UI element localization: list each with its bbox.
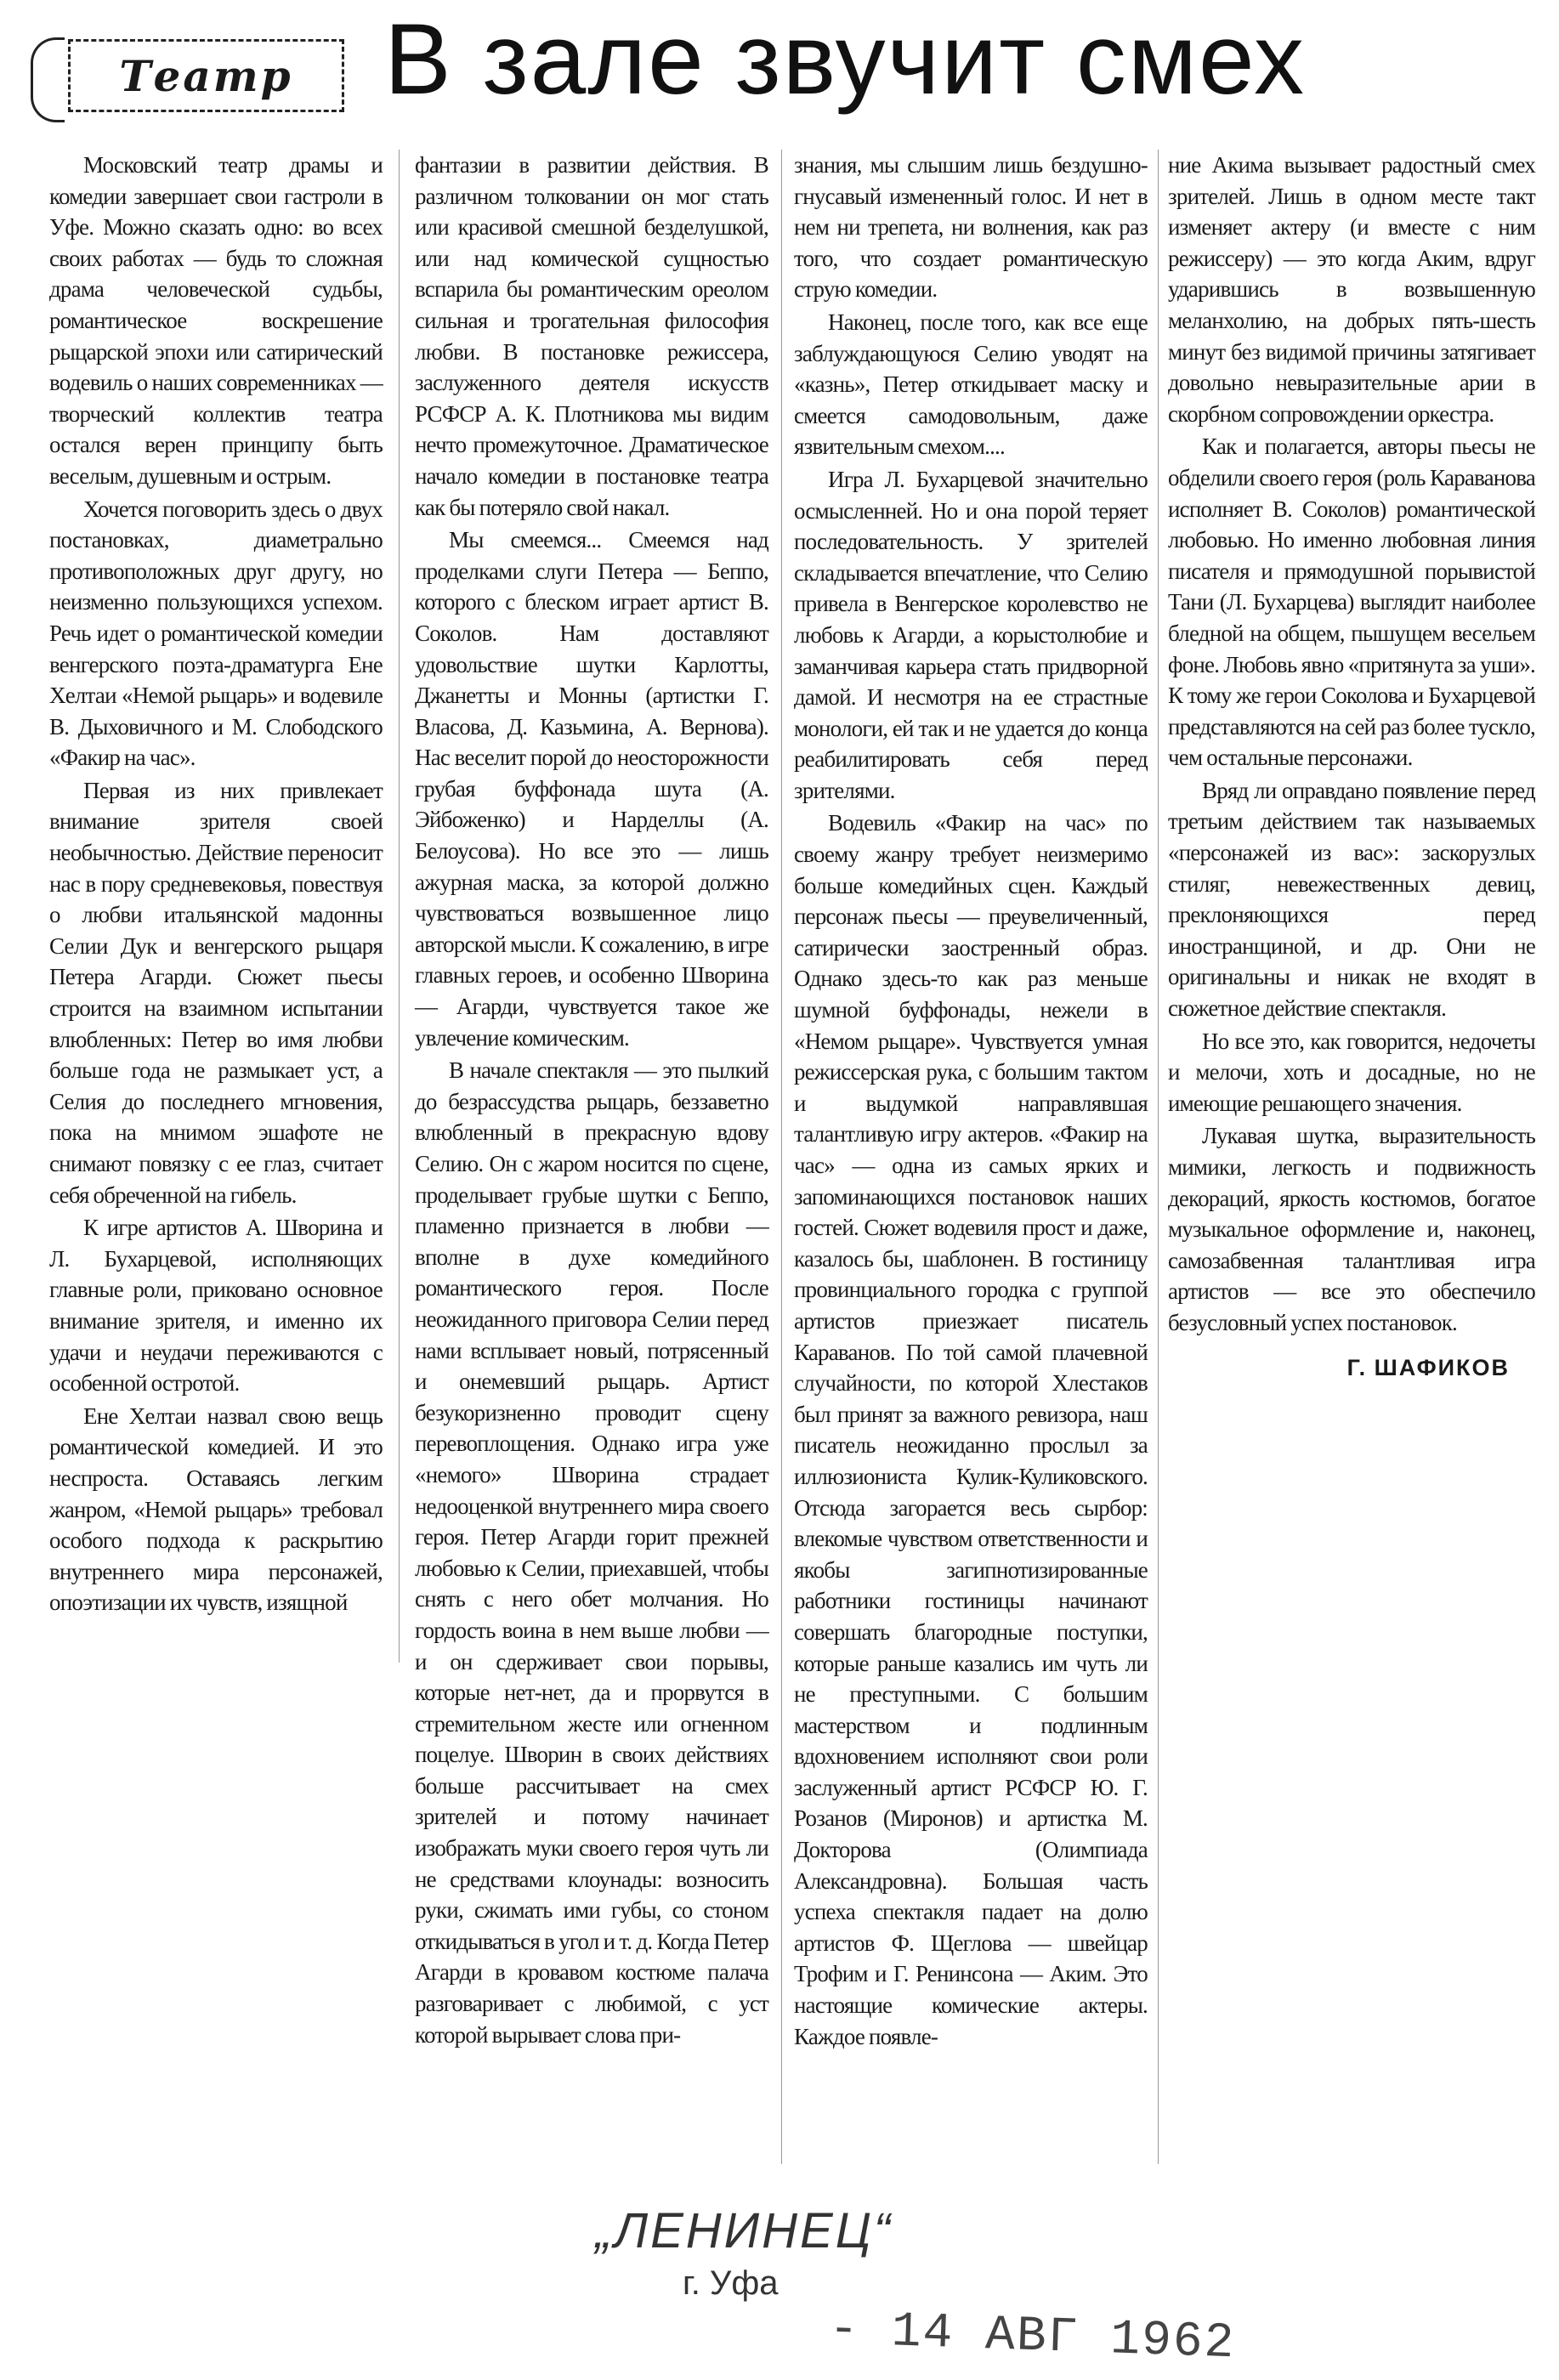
column-divider: [1158, 150, 1159, 2164]
paragraph: Московский театр драмы и комедии завершает свои гастроли в Уфе. Можно сказать одно: во всех своих работах — будь то сложная драма человеческой судьбы, романтическое воскрешение рыцарской эпохи или сатирический водевиль о наших современниках — творческий коллектив театра остался верен принципу быть веселым, душевным и острым.: [49, 152, 383, 489]
column-divider: [399, 150, 400, 1663]
paragraph: Вряд ли оправдано появление перед третьим действием так называемых «персонажей из вас»: заскорузлых стиляг, невежественных девиц, преклоняющихся перед иностранщиной, и др. Они не оригинальны и никак не входят в сюжетное действие спектакля.: [1168, 777, 1535, 1022]
date-stamp: - 14 АВГ 1962: [828, 2302, 1237, 2372]
paragraph: Как и полагается, авторы пьесы не обделили своего героя (роль Караванова исполняет В. Соколов) романтической любовью. Но именно любовная линия писателя и прямодушной порывистой Тани (Л. Бухарцева) выглядит наиболее бледной на общем, пышущем весельем фоне. Любовь явно «притянута за уши». К тому же герои Соколова и Бухарцевой представляются на сей раз более тускло, чем остальные персонажи.: [1168, 434, 1535, 771]
article-column-2: [415, 150, 768, 2052]
paragraph: Наконец, после того, как все еще заблуждающуюся Селию уводят на «казнь», Петер откидывает маску и смеется самодовольным, даже язвительным смехом....: [794, 309, 1148, 460]
author-signature: Г. ШАФИКОВ: [1346, 1354, 1510, 1380]
paragraph: Водевиль «Факир на час» по своему жанру требует неизмеримо больше комедийных сцен. Каждый персонаж пьесы — преувеличенный, сатирически заостренный образ. Однако здесь-то как раз меньше шумной буффонады, нежели в «Немом рыцаре». Чувствуется умная режиссерская рука, с большим тактом и выдумкой направлявшая талантливую игру актеров. «Факир на час» — одна из самых ярких и запоминающихся постановок наших гостей. Сюжет водевиля прост и даже, казалось бы, шаблонен. В гостиницу провинциального городка с группой артистов приезжает писатель Караванов. По той самой плачевной случайности, по которой Хлестаков был принят за важного ревизора, наш писатель неожиданно прослыл за иллюзиониста Кулик-Куликовского. Отсюда загорается весь сырбор: влекомые чувством ответственности и якобы загипнотизированные работники гостиницы начинают совершать благородные поступки, которые раньше казались им чуть ли не преступными. С большим мастерством и подлинным вдохновением исполняют свои роли заслуженный артист РСФСР Ю. Г. Розанов (Миронов) и артистка М. Докторова (Олимпиада Александровна). Большая часть успеха спектакля падает на долю артистов Ф. Щеглова — швейцар Трофим и Г. Ренинсона — Аким. Это настоящие комические актеры. Каждое появле-: [794, 810, 1148, 2049]
paragraph: Лукавая шутка, выразительность мимики, легкость и подвижность декораций, яркость костюмов, богатое музыкальное оформление и, наконец, самозабвенная талантливая игра артистов — все это обеспечило безусловный успех постановок.: [1168, 1123, 1535, 1335]
newspaper-city: г. Уфа: [683, 2264, 779, 2302]
paragraph: Первая из них привлекает внимание зрителя своей необычностью. Действие переносит нас в пору средневековья, повествуя о любви итальянской мадонны Селии Дук и венгерского рыцаря Петера Агарди. Сюжет пьесы строится на взаимном испытании влюбленных: Петер во имя любви больше года не размыкает уст, а Селия до последнего мгновения, пока на мнимом эшафоте не снимают повязку с ее глаз, считает себя обреченной на гибель.: [49, 777, 383, 1208]
article-title: В зале звучит смех: [384, 3, 1307, 116]
section-rubric: Театр: [68, 39, 344, 112]
paragraph: фантазии в развитии действия. В различном толковании он мог стать или красивой смешной безделушкой, или над комической сущностью вспарила бы романтическим ореолом сильная и трогательная философия любви. В постановке режиссера, заслуженного деятеля искусств РСФСР А. К. Плотникова мы видим нечто промежуточное. Драматическое начало комедии в постановке театра как бы потеряло свой накал.: [415, 152, 768, 520]
newspaper-name: „ЛЕНИНЕЦ“: [595, 2203, 893, 2258]
paragraph: Хочется поговорить здесь о двух постановках, диаметрально противоположных друг другу, но неизменно пользующихся успехом. Речь идет о романтической комедии венгерского поэта-драматурга Ене Хелтаи «Немой рыцарь» и водевиле В. Дыховичного и М. Слободского «Факир на час».: [49, 496, 383, 771]
article-column-3: [794, 150, 1148, 2054]
paragraph: ние Акима вызывает радостный смех зрителей. Лишь в одном месте такт изменяет актеру (и вместе с ним режиссеру) — это когда Аким, вдруг ударившись в возвышенную меланхолию, на добрых пять-шесть минут без видимой причины затягивает довольно невыразительные арии в скорбном сопровождении оркестра.: [1168, 152, 1535, 427]
article-column-4: [1168, 150, 1535, 1383]
decorative-bracket: [31, 37, 65, 122]
paragraph: Ене Хелтаи назвал свою вещь романтической комедией. И это неспроста. Оставаясь легким жанром, «Немой рыцарь» требовал особого подхода к раскрытию внутреннего мира персонажей, опоэтизации их чувств, изящной: [49, 1402, 383, 1616]
paragraph: Игра Л. Бухарцевой значительно осмысленней. Но и она порой теряет последовательность. У зрителей складывается впечатление, что Селию привела в Венгерское королевство не любовь к Агарди, а корыстолюбие и заманчивая карьера стать придворной дамой. И несмотря на ее страстные монологи, ей так и не удается до конца реабилитировать себя перед зрителями.: [794, 466, 1148, 803]
article-column-1: [49, 150, 383, 1620]
paragraph: В начале спектакля — это пылкий до безрассудства рыцарь, беззаветно влюбленный в прекрасную вдову Селию. Он с жаром носится по сцене, проделывает грубые шутки с Беппо, пламенно признается в любви — вполне в духе комедийного романтического героя. После неожиданного приговора Селии перед нами всплывает новый, потрясенный и онемевший рыцарь. Артист безукоризненно проводит сцену перевоплощения. Однако игра уже «немого» Шворина страдает недооценкой внутреннего мира своего героя. Петер Агарди горит прежней любовью к Селии, приехавшей, чтобы снять с него обет молчания. Но гордость воина в нем выше любви — и он сдерживает свои порывы, которые нет-нет, да и прорвутся в стремительном жесте или огненном поцелуе. Шворин в своих действиях больше рассчитывает на смех зрителей и потому начинает изображать муки своего героя чуть ли не средствами клоунады: возносить руки, сжимать ими губы, со стоном откидываться в угол и т. д. Когда Петер Агарди в кровавом костюме палача разговаривает с любимой, с уст которой вырывает слова при-: [415, 1057, 768, 2048]
paragraph: знания, мы слышим лишь бездушно-гнусавый измененный голос. И нет в нем ни трепета, ни волнения, как раз того, что создает романтическую струю комедии.: [794, 152, 1148, 303]
paragraph: Мы смеемся... Смеемся над проделками слуги Петера — Беппо, которого с блеском играет артист В. Соколов. Нам доставляют удовольствие шутки Карлотты, Джанетты и Монны (артистки Г. Власова, Д. Казьмина, А. Вернова). Нас веселит порой до неосторожности грубая буффонада шута (А. Эйбоженко) и Нарделлы (А. Белоусова). Но все это — лишь ажурная маска, за которой должно чувствоваться возвышенное лицо авторской мысли. К сожалению, в игре главных героев, и особенно Шворина — Агарди, чувствуется такое же увлечение комическим.: [415, 527, 768, 1051]
paragraph: Но все это, как говорится, недочеты и мелочи, хоть и досадные, но не имеющие решающего значения.: [1168, 1028, 1535, 1116]
column-divider: [781, 150, 782, 2164]
paragraph: К игре артистов А. Шворина и Л. Бухарцевой, исполняющих главные роли, приковано основное внимание зрителя, и именно их удачи и неудачи переживаются с особенной остротой.: [49, 1215, 383, 1397]
